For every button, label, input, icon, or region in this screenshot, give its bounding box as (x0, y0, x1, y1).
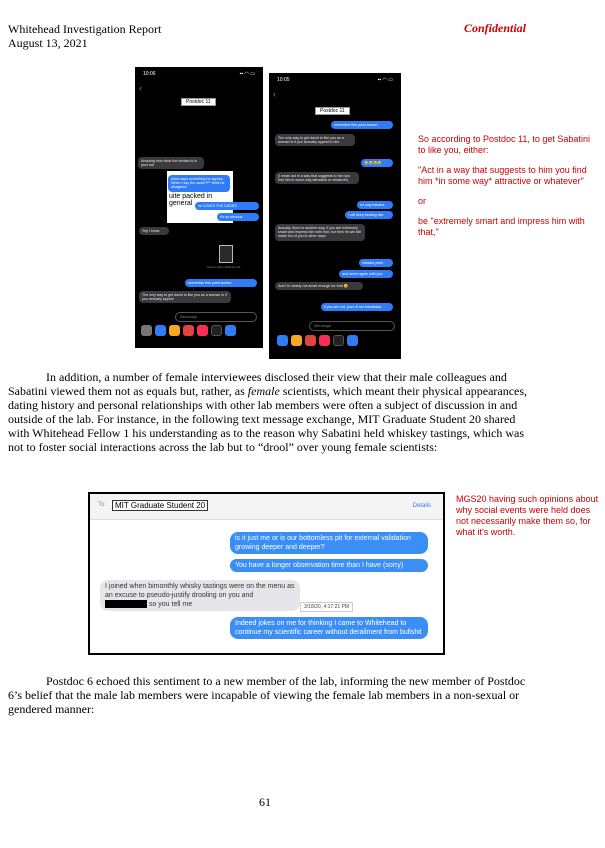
message-bubble: I will keep beating him (345, 211, 393, 219)
annotation-mgs20: MGS20 having such opinions about why social events were held does not necessarily make them so, for what it's worth. (456, 494, 599, 537)
message-bubble: remember this point screen (331, 121, 393, 129)
report-title: Whitehead Investigation Report (8, 22, 162, 36)
message-bubble: if you are not, poor of me hahahaha (321, 303, 393, 311)
conversation-header (90, 494, 443, 520)
to-label: To: (98, 502, 107, 508)
camera-icon[interactable] (141, 325, 152, 336)
annotation-line: "Act in a way that suggests to him you find him *in some way* attractive or whatever" (418, 165, 587, 186)
phone-screenshot-2 (269, 73, 401, 359)
message-bubble: Amazing how clear the sexism is in your lab (138, 157, 204, 169)
status-time: 10:06 (143, 71, 156, 77)
stickers-icon[interactable] (183, 325, 194, 336)
back-chevron-icon: ‹ (273, 89, 276, 99)
page-number: 61 (259, 795, 271, 809)
message-bubble: Yep I know (139, 227, 169, 235)
contact-name: Postdoc 11 (181, 98, 216, 106)
annotation-line: or (418, 196, 427, 206)
body-paragraph-2: Postdoc 6 echoed this sentiment to a new member of the lab, informing the new member of Postdoc 6’s belief that the male lab members were incapable of viewing the female lab members in a non-sexual or gendered manner: (8, 674, 526, 716)
redacted-name (105, 600, 147, 608)
memoji-icon[interactable] (291, 335, 302, 346)
more-apps-icon[interactable] (347, 335, 358, 346)
message-bubble: is it just me or is our bottomless pit for external validation growing deeper and deeper? (230, 532, 428, 554)
message-bubble: Indeed jokes on me for thinking I came to Whitehead to continue my scientific career without derailment from bullshit (230, 617, 428, 639)
report-date: August 13, 2021 (8, 36, 88, 50)
signal-icon: ▪▪ ◠ ▭ (239, 71, 255, 77)
message-bubble: (I mean act in a way that suggests to him you find him in some way attractive or whatever) (275, 172, 359, 184)
preview-popup: uite packed in general (167, 171, 233, 223)
annotation-postdoc11 (418, 134, 596, 238)
recipient-name: MIT Graduate Student 20 (112, 500, 208, 511)
back-chevron-icon: ‹ (139, 83, 142, 93)
message-bubble: And I'm clearly not smart enough for that 😊 (275, 282, 363, 290)
message-bubble: The only way to get david to like you as a woman is if you sexually appeal (139, 291, 231, 303)
message-bubble: You have a longer observation time than I have (sorry) (230, 559, 428, 572)
redacted-avatar (187, 81, 209, 97)
redacted-avatar (321, 85, 345, 103)
message-bubble: The only way to get david to like you as a woman is if you sexually appeal to him (275, 134, 355, 146)
signal-icon: ▪▪ ◠ ▭ (377, 77, 393, 83)
message-bubble: hahaha yeah (359, 259, 393, 267)
heart-icon[interactable] (333, 335, 344, 346)
music-icon[interactable] (197, 325, 208, 336)
memoji-icon[interactable] (169, 325, 180, 336)
message-bubble: it's so obvious (217, 213, 259, 221)
more-apps-icon[interactable] (225, 325, 236, 336)
message-bubble: he LOVES THE DUDES (195, 202, 259, 210)
app-store-icon[interactable] (155, 325, 166, 336)
message-bubble: I joined when bimonthly whisky tastings were on the menu as an excuse to pseudo-justify drooling on you and so you tell me (100, 580, 300, 611)
message-bubble: Actually, there is another way, if you are extremely smart and impress him with that, but then he will still make fun of you in other ways (275, 224, 365, 241)
music-icon[interactable] (319, 335, 330, 346)
report-header (8, 22, 161, 50)
message-bubble: when says something he agrees ; When I say the same f*** think he disagrees (168, 175, 230, 192)
message-bubble: and never agree with you (339, 270, 393, 278)
emphasis-female: female (247, 384, 280, 398)
annotation-line: So according to Postdoc 11, to get Sabatini to like you, either: (418, 134, 590, 155)
message-input[interactable]: iMessage (175, 312, 257, 322)
file-caption: Screen Shot 2018-10-18... (207, 265, 243, 269)
message-bubble: remember this point screen (185, 279, 257, 287)
message-bubble: 😂😂😂😂 (361, 159, 393, 167)
phone-screenshot-1 (135, 67, 263, 348)
imessage-screenshot-3 (88, 492, 445, 655)
stickers-icon[interactable] (305, 335, 316, 346)
message-bubble: no way hahaha (357, 201, 393, 209)
app-icon-row (141, 325, 236, 336)
message-timestamp: 3/18/20, 4:17:21 PM (300, 602, 353, 612)
message-input[interactable]: iMessage (309, 321, 395, 331)
app-store-icon[interactable] (277, 335, 288, 346)
details-link[interactable]: Details (412, 503, 431, 509)
body-paragraph-1: In addition, a number of female interviewees disclosed their view that their male colleagues and Sabatini viewed them not as equals but, rather, as female scientists, which meant their physical appearances, dating history and personal relationships with other lab members were often a subject of discussion in and outside of the lab. For instance, in the following text message exchange, MIT Graduate Student 20 shared with Whitehead Fellow 1 his understanding as to the reason why Sabatini held whiskey tastings, which was not to foster social interactions across the lab but to “drool” over young female scientists: (8, 370, 528, 454)
file-icon (219, 245, 233, 263)
app-icon-row (277, 335, 358, 346)
heart-icon[interactable] (211, 325, 222, 336)
annotation-line: be "extremely smart and impress him with that," (418, 216, 585, 237)
contact-name: Postdoc 11 (315, 107, 350, 115)
status-time: 10:05 (277, 77, 290, 83)
confidential-label: Confidential (464, 21, 527, 35)
